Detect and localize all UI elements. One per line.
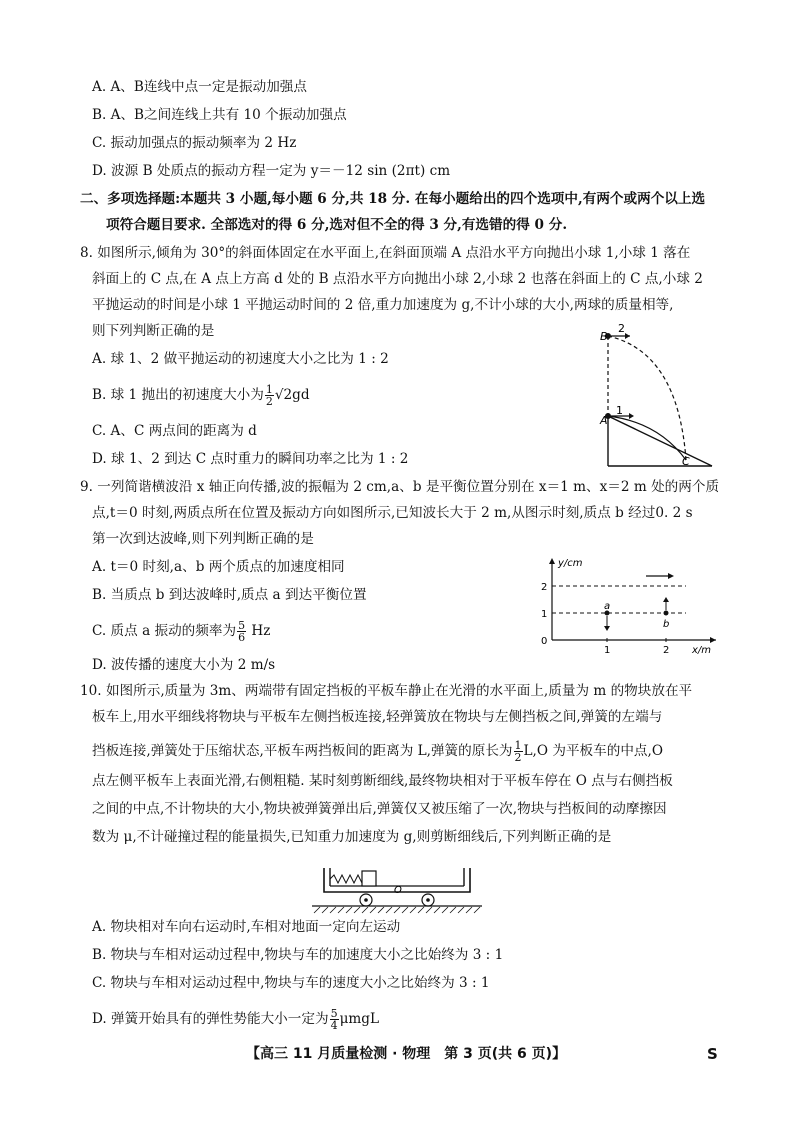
q10-stem-line2: 板车上,用水平细线将物块与平板车左侧挡板连接,轻弹簧放在物块与左侧挡板之间,弹簧的左端与 bbox=[92, 709, 663, 725]
frac-num: 5 bbox=[330, 1007, 338, 1020]
q9-option-c bbox=[92, 620, 270, 643]
q8-stem-line4: 则下列判断正确的是 bbox=[92, 323, 215, 339]
q10-stem-line6: 数为 μ,不计碰撞过程的能量损失,已知重力加速度为 g,则剪断细线后,下列判断正确的是 bbox=[92, 829, 612, 845]
fig-label-o: O bbox=[394, 885, 402, 896]
fig-xlabel: x/m bbox=[692, 645, 712, 656]
frac-den: 4 bbox=[330, 1019, 338, 1032]
q10-option-d bbox=[92, 1008, 379, 1031]
fig-label-b: B bbox=[600, 330, 608, 343]
frac-den: 6 bbox=[238, 631, 246, 644]
fig-ytick-2: 2 bbox=[541, 582, 548, 593]
frac-num: 5 bbox=[238, 619, 246, 632]
frac-den: 2 bbox=[265, 395, 273, 408]
fig-origin: 0 bbox=[541, 636, 548, 647]
q10-option-d-fraction bbox=[330, 1008, 339, 1031]
q7-option-b: B. A、B之间连线上共有 10 个振动加强点 bbox=[92, 107, 347, 123]
q7-option-a: A. A、B连线中点一定是振动加强点 bbox=[92, 79, 307, 95]
q10-stem-line4: 点左侧平板车上表面光滑,右侧粗糙. 某时刻剪断细线,最终物块相对于平板车停在 O 点与右侧挡板 bbox=[92, 773, 673, 789]
q10-cart-figure bbox=[310, 858, 486, 916]
q8-incline-figure bbox=[598, 322, 716, 470]
q7-option-d: D. 波源 B 处质点的振动方程一定为 y＝－12 sin (2πt) cm bbox=[92, 163, 451, 179]
q10-stem-line3-suffix: L,O 为平板车的中点,O bbox=[523, 743, 663, 759]
q10-option-d-suffix: μmgL bbox=[339, 1011, 380, 1027]
fig-point-a: a bbox=[604, 601, 611, 612]
fig-label-ball2: 2 bbox=[618, 322, 625, 335]
q8-option-a: A. 球 1、2 做平抛运动的初速度大小之比为 1 : 2 bbox=[92, 351, 389, 367]
q7-option-c: C. 振动加强点的振动频率为 2 Hz bbox=[92, 135, 297, 151]
section2-header-line2: 项符合题目要求. 全部选对的得 6 分,选对但不全的得 3 分,有选错的得 0 分. bbox=[106, 217, 568, 233]
q10-option-a: A. 物块相对车向右运动时,车相对地面一定向左运动 bbox=[92, 919, 401, 935]
q9-option-c-prefix: C. 质点 a 振动的频率为 bbox=[92, 623, 237, 639]
fig-ytick-1: 1 bbox=[541, 609, 548, 620]
footer-mark: S bbox=[707, 1045, 718, 1063]
fig-label-c: C bbox=[682, 455, 690, 468]
section2-header-line1: 二、多项选择题:本题共 3 小题,每小题 6 分,共 18 分. 在每小题给出的四个选项中,有两个或两个以上选 bbox=[80, 191, 706, 207]
q10-stem-line3-prefix: 挡板连接,弹簧处于压缩状态,平板车两挡板间的距离为 L,弹簧的原长为 bbox=[92, 743, 513, 759]
q9-option-c-fraction bbox=[237, 620, 246, 643]
q10-option-b: B. 物块与车相对运动过程中,物块与车的加速度大小之比始终为 3 : 1 bbox=[92, 947, 504, 963]
q9-option-d: D. 波传播的速度大小为 2 m/s bbox=[92, 657, 276, 673]
q8-option-b bbox=[92, 384, 310, 407]
q9-stem-line1: 9. 一列简谐横波沿 x 轴正向传播,波的振幅为 2 cm,a、b 是平衡位置分别在 x＝1 m、x＝2 m 处的两个质 bbox=[80, 479, 720, 495]
q8-option-b-prefix: B. 球 1 抛出的初速度大小为 bbox=[92, 387, 264, 403]
page-footer: 【高三 11 月质量检测 · 物理 第 3 页(共 6 页)】 bbox=[246, 1046, 567, 1062]
q8-stem-line3: 平抛运动的时间是小球 1 平抛运动时间的 2 倍,重力加速度为 g,不计小球的大小,两球的质量相等, bbox=[92, 297, 674, 313]
fig-ylabel: y/cm bbox=[558, 558, 583, 569]
q9-stem-line2: 点,t＝0 时刻,两质点所在位置及振动方向如图所示,已知波长大于 2 m,从图示时刻,质点 b 经过0. 2 s bbox=[92, 505, 693, 521]
fig-label-a: A bbox=[600, 414, 608, 427]
q10-stem-line5: 之间的中点,不计物块的大小,物块被弹簧弹出后,弹簧仅又被压缩了一次,物块与挡板间的动摩擦因 bbox=[92, 801, 667, 817]
q8-stem-line2: 斜面上的 C 点,在 A 点上方高 d 处的 B 点沿水平方向抛出小球 2,小球 2 也落在斜面上的 C 点,小球 2 bbox=[92, 271, 703, 287]
q10-stem-line3 bbox=[92, 740, 663, 763]
frac-den: 2 bbox=[514, 751, 522, 764]
q8-stem-line1: 8. 如图所示,倾角为 30°的斜面体固定在水平面上,在斜面顶端 A 点沿水平方向抛出小球 1,小球 1 落在 bbox=[80, 245, 691, 261]
q10-stem-line1: 10. 如图所示,质量为 3m、两端带有固定挡板的平板车静止在光滑的水平面上,质量为 m 的物块放在平 bbox=[80, 683, 693, 699]
q9-option-b: B. 当质点 b 到达波峰时,质点 a 到达平衡位置 bbox=[92, 587, 367, 603]
q8-option-b-fraction bbox=[265, 384, 274, 407]
fig-xtick-2: 2 bbox=[663, 645, 670, 656]
fig-label-ball1: 1 bbox=[616, 404, 623, 417]
q8-option-d: D. 球 1、2 到达 C 点时重力的瞬间功率之比为 1 : 2 bbox=[92, 451, 409, 467]
q9-option-a: A. t＝0 时刻,a、b 两个质点的加速度相同 bbox=[92, 559, 345, 575]
q8-option-c: C. A、C 两点间的距离为 d bbox=[92, 423, 257, 439]
frac-num: 1 bbox=[514, 739, 522, 752]
q10-option-d-prefix: D. 弹簧开始具有的弹性势能大小一定为 bbox=[92, 1011, 329, 1027]
q10-option-c: C. 物块与车相对运动过程中,物块与车的速度大小之比始终为 3 : 1 bbox=[92, 975, 490, 991]
fig-xtick-1: 1 bbox=[604, 645, 611, 656]
q9-wave-figure bbox=[534, 554, 724, 658]
q10-stem-fraction bbox=[514, 740, 523, 763]
fig-point-b: b bbox=[663, 619, 670, 630]
frac-num: 1 bbox=[265, 383, 273, 396]
q8-option-b-radical: √2gd bbox=[274, 387, 310, 403]
q9-stem-line3: 第一次到达波峰,则下列判断正确的是 bbox=[92, 531, 314, 547]
q9-option-c-unit: Hz bbox=[251, 623, 271, 639]
